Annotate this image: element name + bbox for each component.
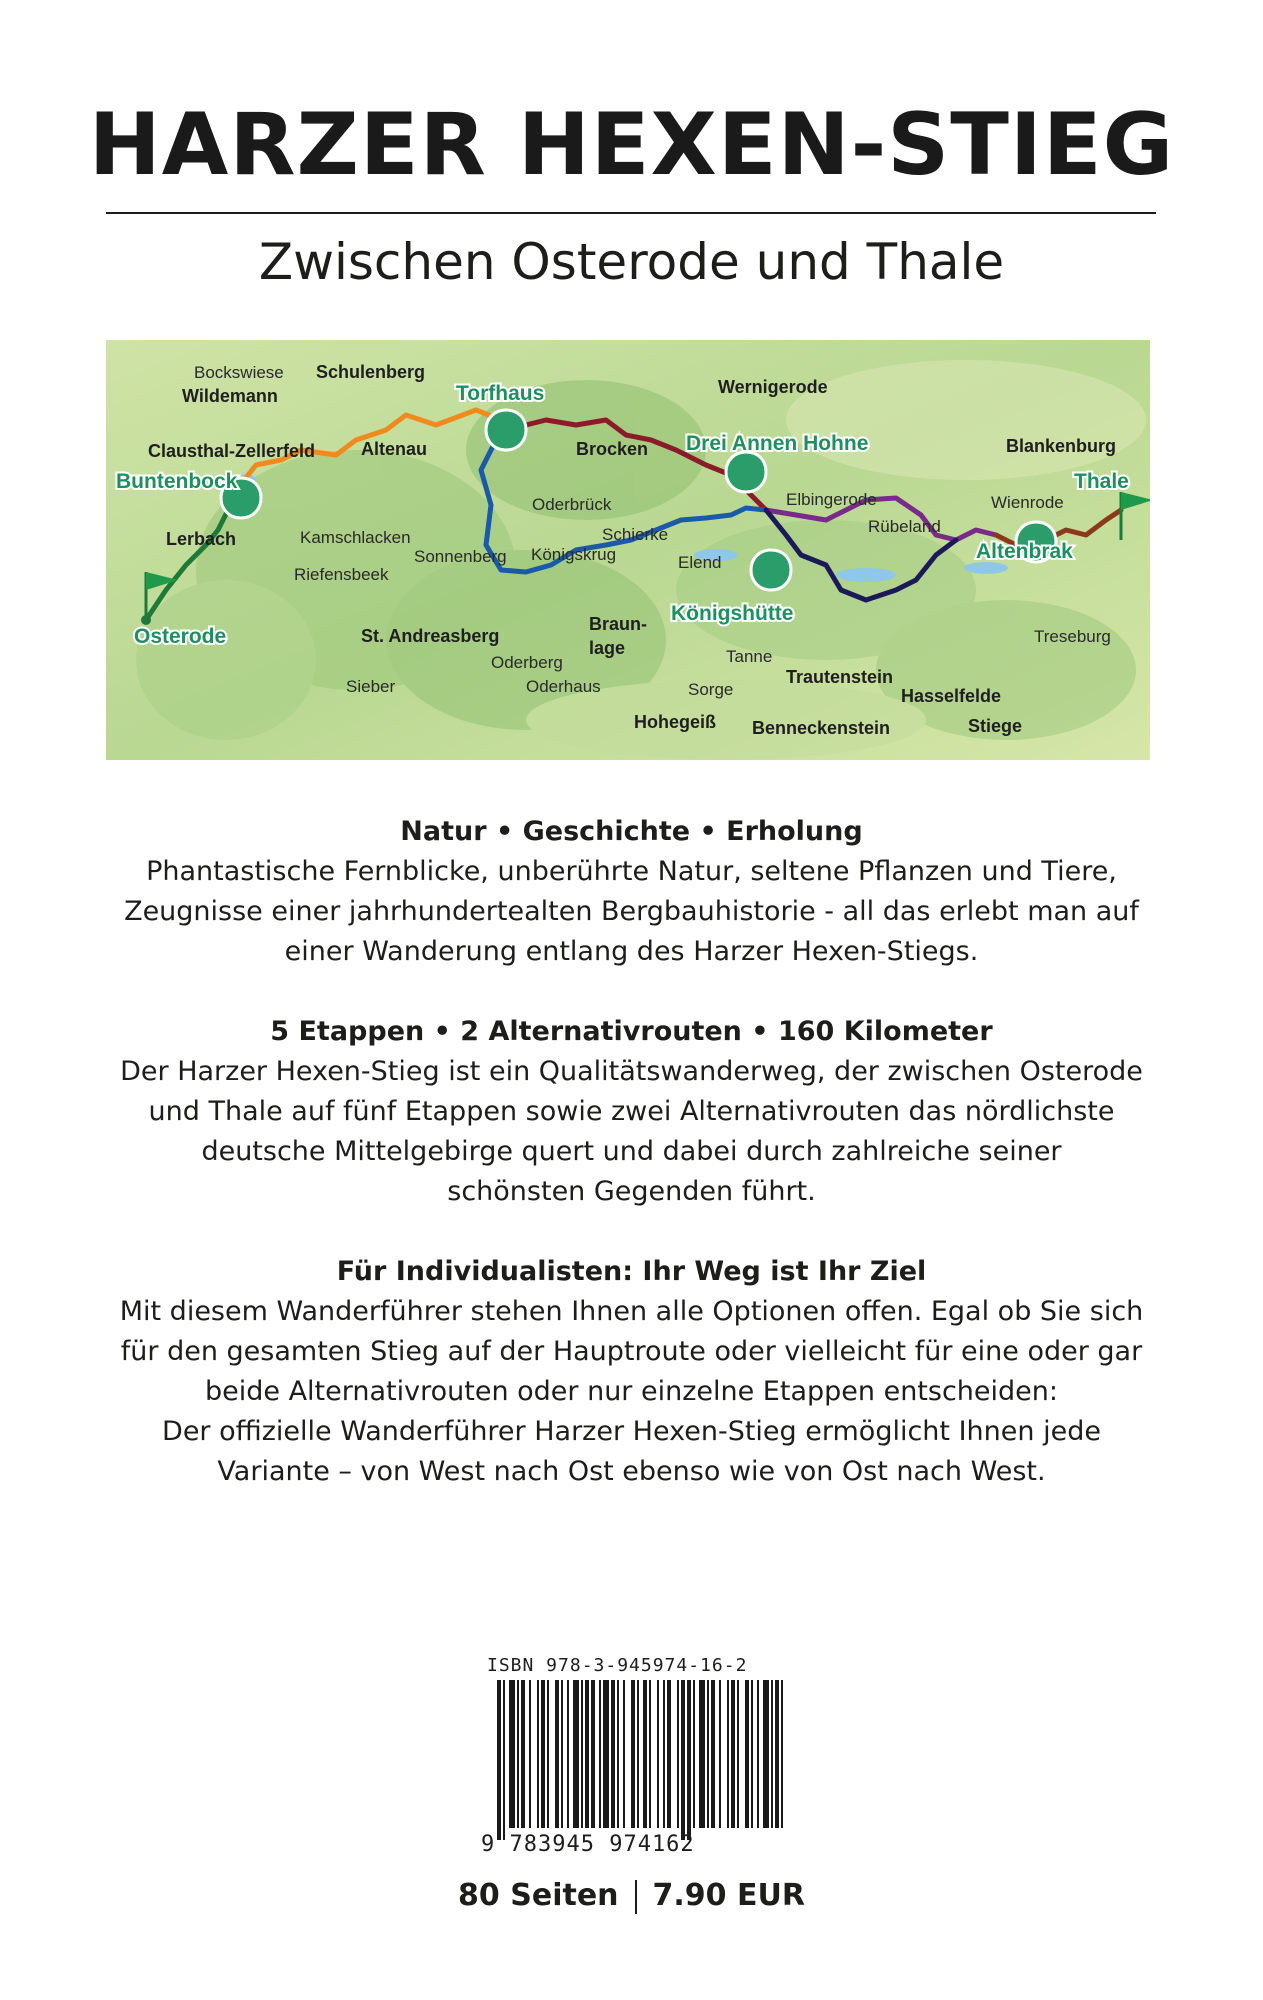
price-line bbox=[0, 1878, 1263, 1914]
barcode-bar bbox=[775, 1680, 779, 1828]
stage-label-thale: Thale bbox=[1074, 470, 1129, 493]
place-label: Lerbach bbox=[166, 529, 237, 549]
place-label: Oderberg bbox=[491, 653, 563, 672]
barcode-bar bbox=[737, 1680, 739, 1828]
barcode-bar bbox=[657, 1680, 659, 1828]
barcode-bar bbox=[637, 1680, 639, 1828]
stage-label-drei-annen-hohne: Drei Annen Hohne bbox=[686, 432, 869, 455]
place-label: Sonnenberg bbox=[414, 547, 507, 566]
barcode-bar bbox=[611, 1680, 615, 1828]
price: 7.90 EUR bbox=[652, 1878, 805, 1913]
section-line: Der Harzer Hexen-Stieg ist ein Qualitätswanderweg, der zwischen Osterode bbox=[120, 1056, 1143, 1087]
section-individualists bbox=[80, 1252, 1183, 1492]
place-label: Oderbrück bbox=[532, 495, 612, 514]
place-label: Schulenberg bbox=[316, 362, 426, 382]
barcode bbox=[497, 1680, 783, 1840]
barcode-bar bbox=[537, 1680, 539, 1828]
place-label: Clausthal-Zellerfeld bbox=[148, 441, 316, 461]
barcode-bar bbox=[687, 1680, 691, 1840]
place-label: Brocken bbox=[576, 439, 649, 459]
place-label: Oderhaus bbox=[526, 677, 601, 696]
map-pin-icon bbox=[486, 410, 526, 450]
place-label: Braun- bbox=[589, 614, 647, 634]
section-stages bbox=[80, 1012, 1183, 1212]
barcode-bar bbox=[751, 1680, 753, 1828]
barcode-bar bbox=[763, 1680, 769, 1828]
map-pin-icon bbox=[726, 452, 766, 492]
barcode-bar bbox=[541, 1680, 545, 1828]
place-label: Stiege bbox=[968, 716, 1023, 736]
place-label: Königskrug bbox=[531, 545, 617, 564]
section-nature bbox=[80, 812, 1183, 972]
place-label: Treseburg bbox=[1034, 627, 1111, 646]
place-label: Schierke bbox=[602, 525, 669, 544]
place-label: Hohegeiß bbox=[634, 712, 717, 732]
place-label: Blankenburg bbox=[1006, 436, 1117, 456]
place-label: Hasselfelde bbox=[901, 686, 1002, 706]
section-line: Variante – von West nach Ost ebenso wie von Ost nach West. bbox=[217, 1456, 1046, 1487]
barcode-bar bbox=[573, 1680, 579, 1828]
barcode-bar bbox=[745, 1680, 749, 1828]
section-heading: Für Individualisten: Ihr Weg ist Ihr Ziel bbox=[336, 1256, 927, 1287]
section-line: Phantastische Fernblicke, unberührte Natur, seltene Pflanzen und Tiere, bbox=[146, 856, 1117, 887]
place-label: Riefensbeek bbox=[294, 565, 389, 584]
place-label: Tanne bbox=[726, 647, 773, 666]
section-line: Mit diesem Wanderführer stehen Ihnen alle Optionen offen. Egal ob Sie sich bbox=[119, 1296, 1144, 1327]
barcode-bar bbox=[681, 1680, 685, 1840]
barcode-bar bbox=[727, 1680, 729, 1828]
place-label: Sorge bbox=[688, 680, 734, 699]
barcode-bar bbox=[757, 1680, 759, 1828]
route-map bbox=[106, 340, 1150, 760]
section-line: deutsche Mittelgebirge quert und dabei durch zahlreiche seiner bbox=[201, 1136, 1062, 1167]
barcode-digits: 9 783945 974162 bbox=[481, 1832, 695, 1857]
section-line: schönsten Gegenden führt. bbox=[447, 1176, 816, 1207]
barcode-bar bbox=[521, 1680, 525, 1828]
place-label: Elend bbox=[678, 553, 722, 572]
barcode-bar bbox=[567, 1680, 569, 1828]
place-label: Wienrode bbox=[991, 493, 1064, 512]
barcode-bar bbox=[771, 1680, 773, 1828]
place-label: Altenau bbox=[361, 439, 428, 459]
place-label: Wernigerode bbox=[718, 377, 828, 397]
barcode-bar bbox=[731, 1680, 735, 1828]
barcode-bar bbox=[585, 1680, 589, 1828]
barcode-bar bbox=[693, 1680, 695, 1828]
map-pin-icon bbox=[751, 550, 791, 590]
section-line: Zeugnisse einer jahrhundertealten Bergbauhistorie - all das erlebt man auf bbox=[124, 896, 1139, 927]
price-separator bbox=[635, 1880, 637, 1914]
barcode-bar bbox=[581, 1680, 583, 1828]
barcode-bar bbox=[677, 1680, 679, 1828]
barcode-bar bbox=[509, 1680, 515, 1828]
section-line: für den gesamten Stieg auf der Hauptroute oder vielleicht für eine oder gar bbox=[120, 1336, 1143, 1367]
book-title: HARZER HEXEN-STIEG bbox=[88, 95, 1175, 195]
barcode-bar bbox=[529, 1680, 531, 1828]
barcode-bar bbox=[663, 1680, 665, 1828]
place-label: Elbingerode bbox=[786, 490, 877, 509]
stage-label-buntenbock: Buntenbock bbox=[116, 470, 238, 493]
place-label: St. Andreasberg bbox=[361, 626, 500, 646]
barcode-bar bbox=[643, 1680, 647, 1828]
section-heading: Natur • Geschichte • Erholung bbox=[400, 816, 863, 847]
section-line: und Thale auf fünf Etappen sowie zwei Alternativrouten das nördlichste bbox=[148, 1096, 1115, 1127]
place-label: Trautenstein bbox=[786, 667, 894, 687]
barcode-bar bbox=[517, 1680, 519, 1828]
place-label: Wildemann bbox=[182, 386, 278, 406]
barcode-bar bbox=[599, 1680, 601, 1828]
barcode-bar bbox=[497, 1680, 501, 1840]
section-line: einer Wanderung entlang des Harzer Hexen-Stiegs. bbox=[284, 936, 979, 967]
barcode-bar bbox=[707, 1680, 709, 1828]
place-label: lage bbox=[589, 638, 626, 658]
barcode-bar bbox=[699, 1680, 705, 1828]
place-label: Benneckenstein bbox=[752, 718, 891, 738]
isbn-label: ISBN 978-3-945974-16-2 bbox=[487, 1655, 748, 1676]
section-heading: 5 Etappen • 2 Alternativrouten • 160 Kilometer bbox=[270, 1016, 993, 1047]
barcode-bar bbox=[555, 1680, 559, 1828]
place-label: Bockswiese bbox=[194, 363, 284, 382]
place-label: Sieber bbox=[346, 677, 396, 696]
barcode-bar bbox=[591, 1680, 595, 1828]
barcode-bar bbox=[631, 1680, 635, 1828]
stage-label-koenigshuette: Königshütte bbox=[671, 602, 794, 625]
stage-label-altenbrak: Altenbrak bbox=[976, 540, 1073, 563]
barcode-bar bbox=[561, 1680, 563, 1828]
title-divider bbox=[106, 212, 1156, 214]
barcode-bar bbox=[503, 1680, 505, 1840]
stage-label-osterode: Osterode bbox=[134, 625, 227, 648]
place-label: Kamschlacken bbox=[300, 528, 411, 547]
section-line: beide Alternativrouten oder nur einzelne Etappen entscheiden: bbox=[205, 1376, 1058, 1407]
book-subtitle: Zwischen Osterode und Thale bbox=[258, 233, 1005, 291]
barcode-bar bbox=[711, 1680, 715, 1828]
section-line: Der offizielle Wanderführer Harzer Hexen-Stieg ermöglicht Ihnen jede bbox=[162, 1416, 1101, 1447]
barcode-bar bbox=[719, 1680, 721, 1828]
barcode-bar bbox=[603, 1680, 609, 1828]
barcode-bar bbox=[649, 1680, 651, 1828]
barcode-bar bbox=[667, 1680, 671, 1828]
barcode-bar bbox=[781, 1680, 783, 1828]
stage-label-torfhaus: Torfhaus bbox=[456, 382, 545, 405]
place-label: Rübeland bbox=[868, 517, 941, 536]
barcode-bar bbox=[617, 1680, 619, 1828]
page-count: 80 Seiten bbox=[458, 1878, 619, 1913]
barcode-bar bbox=[547, 1680, 549, 1828]
barcode-bar bbox=[623, 1680, 625, 1828]
